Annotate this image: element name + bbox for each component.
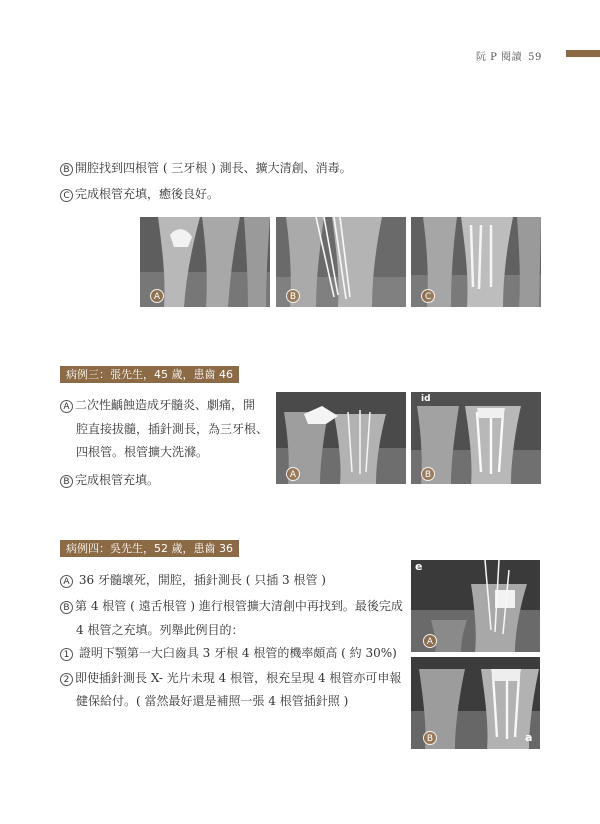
case3-line <box>60 472 159 488</box>
xray-image-b <box>276 217 406 307</box>
xray-label: A <box>286 467 300 481</box>
corner-mark: id <box>421 394 431 404</box>
intro-line-b <box>60 160 352 176</box>
xray-label: B <box>286 289 300 303</box>
marker-b: B <box>60 475 73 488</box>
marker-2: 2 <box>60 673 73 686</box>
header-accent-bar <box>566 50 600 57</box>
xray-label: A <box>150 289 164 303</box>
case4-line <box>60 598 403 614</box>
case3-line <box>76 444 208 460</box>
case4-line-text: 4 根管之充填。列舉此例目的： <box>76 623 244 637</box>
marker-b: B <box>60 163 73 176</box>
running-title: 阮 P 閱讀 <box>476 52 523 63</box>
case3-line-text: 二次性齲蝕造成牙髓炎、劇痛，開 <box>75 398 256 412</box>
xray-image-c <box>411 217 541 307</box>
xray-label: B <box>421 467 435 481</box>
case4-line <box>76 693 348 709</box>
corner-mark: e <box>415 560 423 573</box>
case3-line-text: 完成根管充填。 <box>75 473 160 487</box>
page-number: 59 <box>528 52 542 63</box>
case3-xray-image-a <box>276 392 406 484</box>
intro-line-c-text: 完成根管充填，癒後良好。 <box>75 187 220 201</box>
case4-line-text: 健保給付。( 當然最好還是補照一張 4 根管插針照 ) <box>76 694 349 708</box>
case4-title: 病例四：吳先生，52 歲，患齒 36 <box>60 540 239 557</box>
marker-b: B <box>60 601 73 614</box>
marker-a: A <box>60 575 73 588</box>
xray-image-a <box>140 217 270 307</box>
case4-line-text: 第 4 根管 ( 遠舌根管 ) 進行根管擴大清創中再找到。最後完成 <box>75 599 403 613</box>
intro-line-c <box>60 186 219 202</box>
marker-a: A <box>60 400 73 413</box>
running-header <box>476 48 542 63</box>
case4-line <box>76 622 243 638</box>
case3-line-text: 腔直接拔髓，插針測長，為三牙根、 <box>76 422 269 436</box>
case4-xray-image-b <box>411 657 540 749</box>
case4-line-text: 36 牙髓壞死，開腔，插針測長 ( 只插 3 根管 ) <box>75 573 326 587</box>
case3-line-text: 四根管。根管擴大洗滌。 <box>76 445 209 459</box>
marker-c: C <box>60 189 73 202</box>
xray-label: B <box>423 731 437 745</box>
xray-label: C <box>421 289 435 303</box>
case4-line <box>60 670 401 686</box>
case4-line <box>60 572 326 588</box>
corner-mark: a <box>525 731 533 744</box>
case4-line <box>60 645 397 661</box>
case4-xray-image-a <box>411 560 540 652</box>
intro-line-b-text: 開腔找到四根管 ( 三牙根 ) 測長、擴大清創、消毒。 <box>75 161 352 175</box>
case4-line-text: 即使插針測長 X- 光片未現 4 根管，根充呈現 4 根管亦可申報 <box>75 671 402 685</box>
xray-label: A <box>423 634 437 648</box>
case3-title: 病例三：張先生，45 歲，患齒 46 <box>60 366 239 383</box>
case3-line <box>76 421 268 437</box>
case4-line-text: 證明下顎第一大臼齒具 3 牙根 4 根管的機率頗高 ( 約 30%) <box>75 646 397 660</box>
case3-xray-image-b <box>411 392 541 484</box>
marker-1: 1 <box>60 648 73 661</box>
case3-line <box>60 397 255 413</box>
